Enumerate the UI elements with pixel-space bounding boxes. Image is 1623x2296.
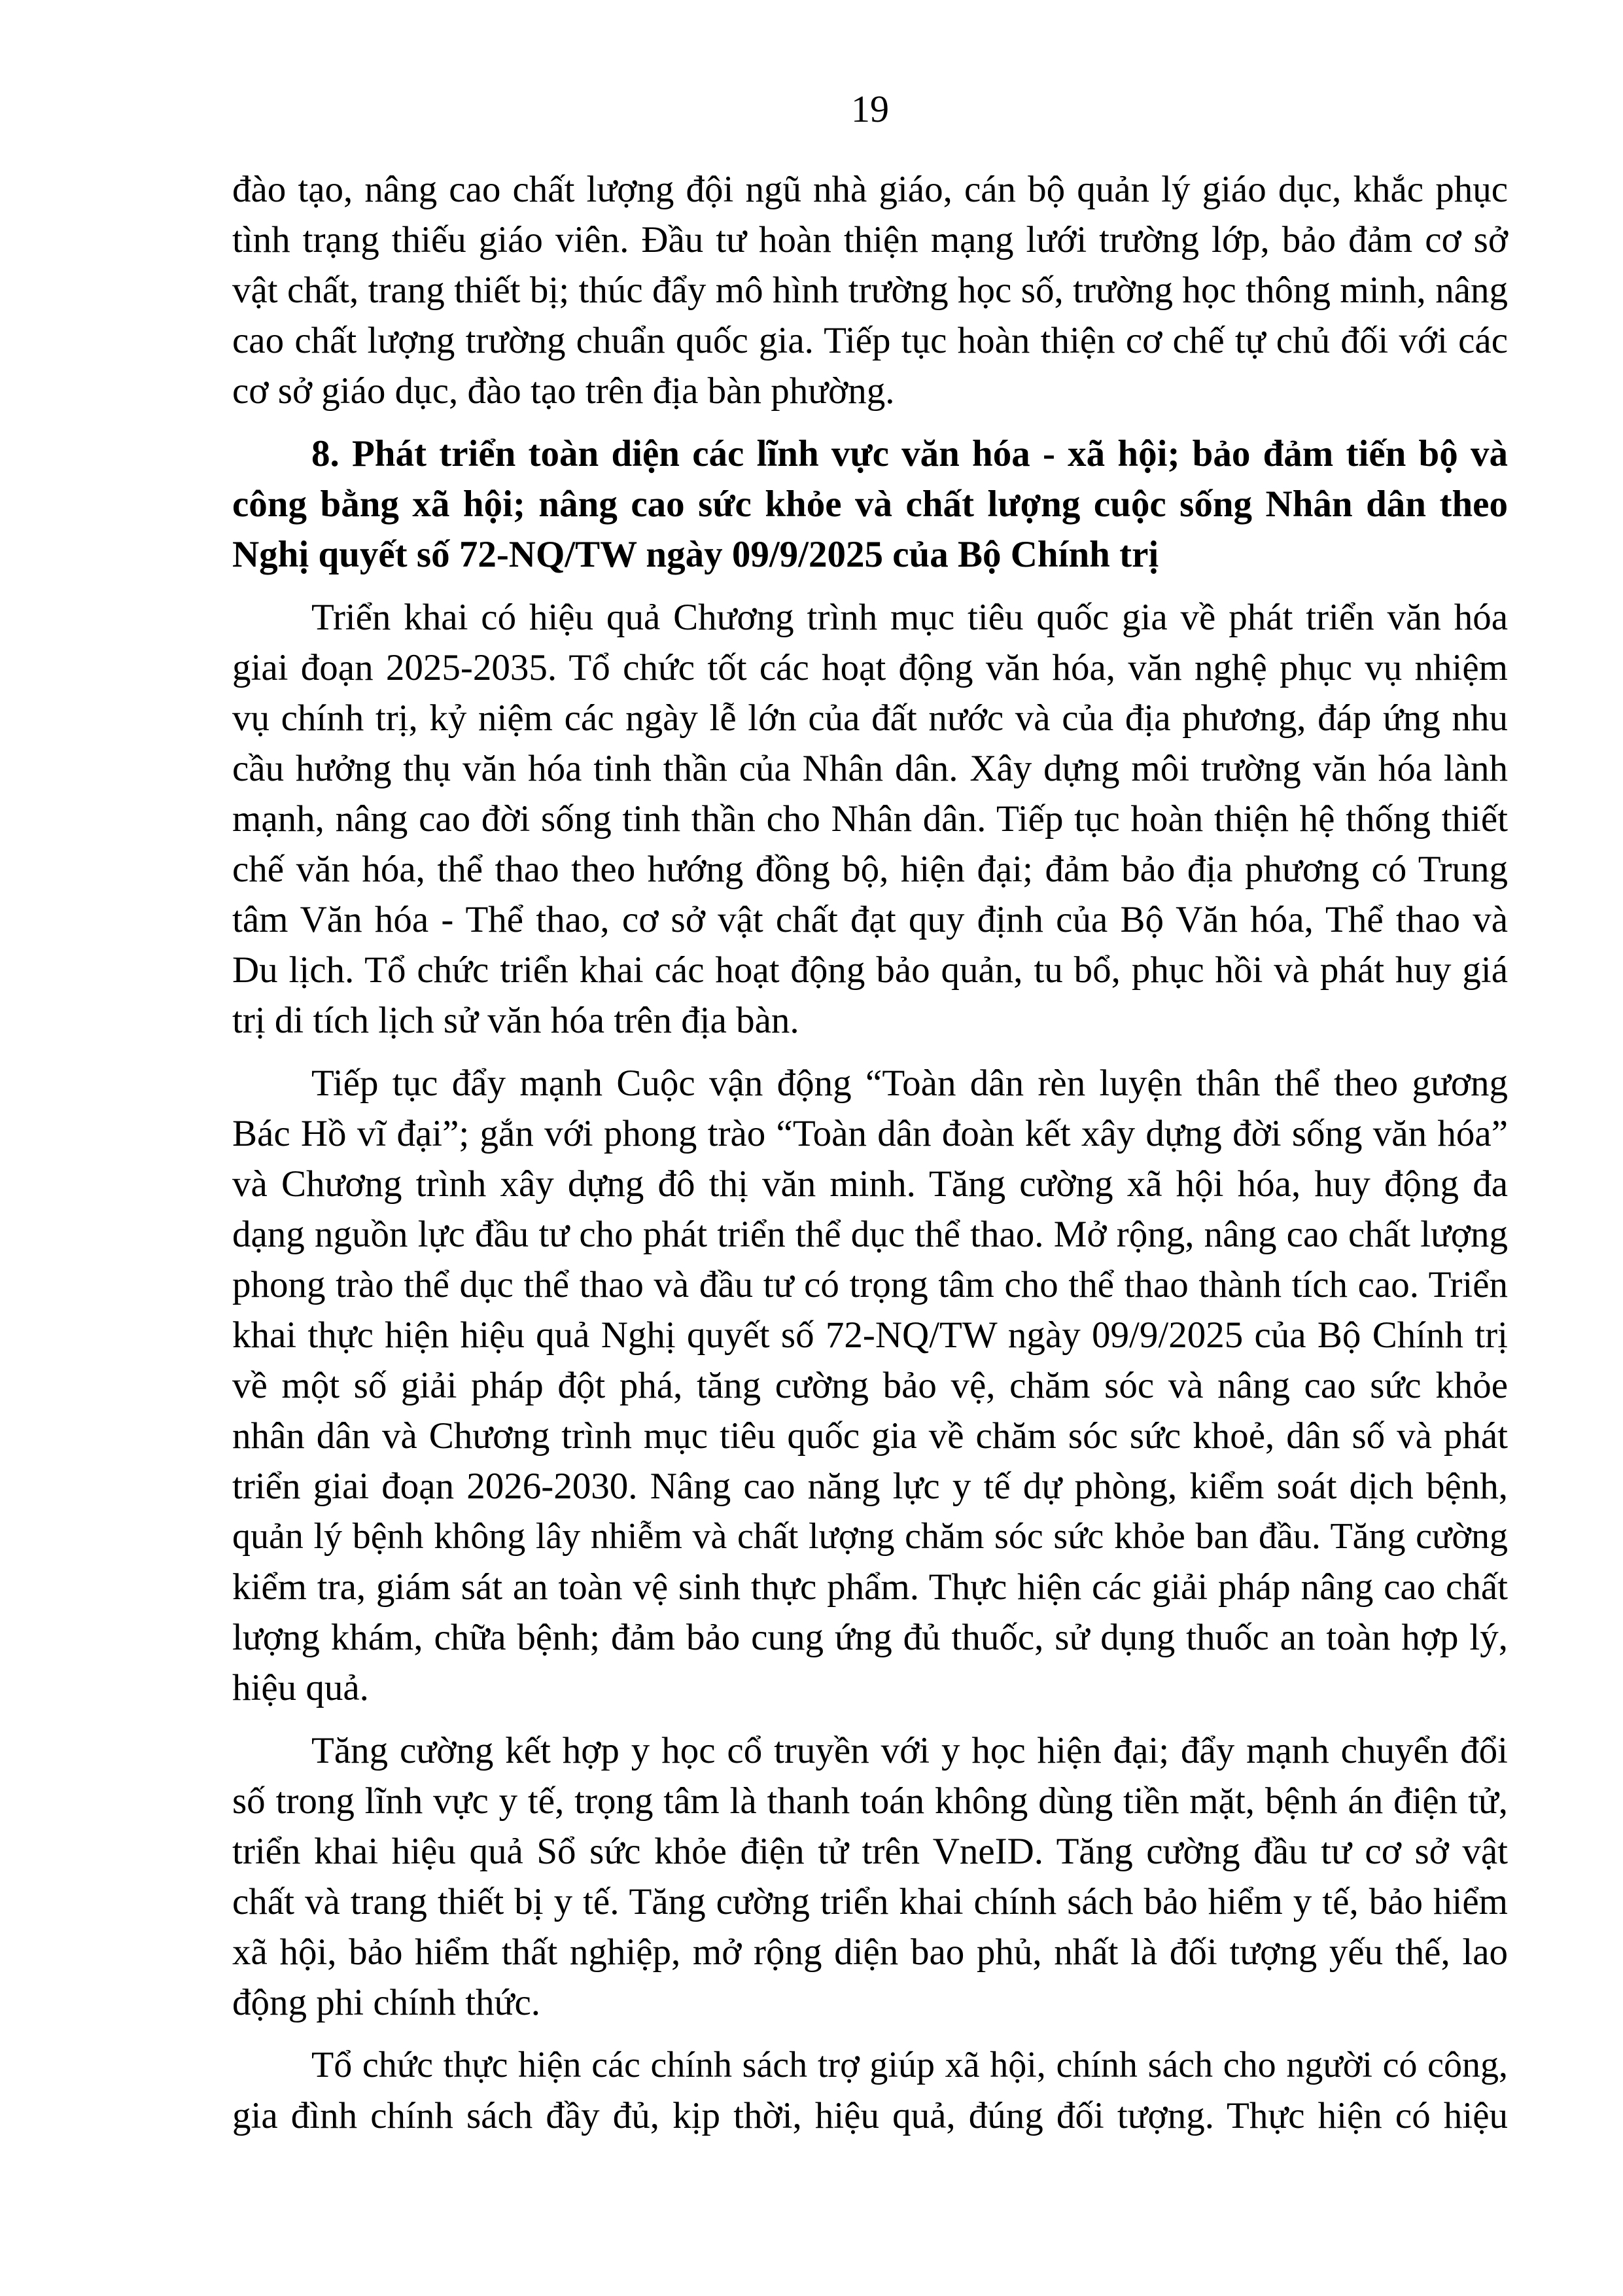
text-line: chế văn hóa, thể thao theo hướng đồng bộ, hiện đại; đảm bảo địa phương có Trung bbox=[232, 849, 1508, 890]
text-line: triển khai hiệu quả Sổ sức khỏe điện tử trên VneID. Tăng cường đầu tư cơ sở vật bbox=[232, 1831, 1508, 1872]
text-line: gia đình chính sách đầy đủ, kịp thời, hiệu quả, đúng đối tượng. Thực hiện có hiệu bbox=[232, 2095, 1508, 2136]
text-line: cao chất lượng trường chuẩn quốc gia. Tiếp tục hoàn thiện cơ chế tự chủ đối với các bbox=[232, 320, 1508, 361]
text-line: tình trạng thiếu giáo viên. Đầu tư hoàn thiện mạng lưới trường lớp, bảo đảm cơ sở bbox=[232, 219, 1508, 260]
text-line: đào tạo, nâng cao chất lượng đội ngũ nhà giáo, cán bộ quản lý giáo dục, khắc phục bbox=[232, 169, 1508, 210]
section-heading-paragraph bbox=[232, 429, 1508, 580]
text-line: nhân dân và Chương trình mục tiêu quốc gia về chăm sóc sức khoẻ, dân số và phát bbox=[232, 1415, 1508, 1457]
text-line: vật chất, trang thiết bị; thúc đẩy mô hình trường học số, trường học thông minh, nâng bbox=[232, 270, 1508, 311]
paragraph bbox=[232, 1725, 1508, 2028]
text-line: triển giai đoạn 2026-2030. Nâng cao năng lực y tế dự phòng, kiểm soát dịch bệnh, bbox=[232, 1466, 1508, 1507]
text-line: Tiếp tục đẩy mạnh Cuộc vận động “Toàn dân rèn luyện thân thể theo gương bbox=[311, 1063, 1508, 1104]
text-line: Du lịch. Tổ chức triển khai các hoạt động bảo quản, tu bổ, phục hồi và phát huy giá bbox=[232, 949, 1508, 991]
text-line: cầu hưởng thụ văn hóa tinh thần của Nhân dân. Xây dựng môi trường văn hóa lành bbox=[232, 748, 1508, 789]
text-line: cơ sở giáo dục, đào tạo trên địa bàn phường. bbox=[232, 370, 895, 412]
text-line: công bằng xã hội; nâng cao sức khỏe và chất lượng cuộc sống Nhân dân theo bbox=[232, 484, 1508, 525]
document-body bbox=[232, 164, 1508, 2141]
text-line: vụ chính trị, kỷ niệm các ngày lễ lớn của đất nước và của địa phương, đáp ứng nhu bbox=[232, 698, 1508, 739]
text-line: động phi chính thức. bbox=[232, 1982, 541, 2023]
text-line: về một số giải pháp đột phá, tăng cường bảo vệ, chăm sóc và nâng cao sức khỏe bbox=[232, 1365, 1508, 1406]
text-line: hiệu quả. bbox=[232, 1667, 369, 1708]
text-line: Tăng cường kết hợp y học cổ truyền với y học hiện đại; đẩy mạnh chuyển đổi bbox=[311, 1730, 1508, 1771]
text-line: khai thực hiện hiệu quả Nghị quyết số 72-NQ/TW ngày 09/9/2025 của Bộ Chính trị bbox=[232, 1315, 1508, 1356]
paragraph bbox=[232, 2040, 1508, 2141]
text-line: số trong lĩnh vực y tế, trọng tâm là thanh toán không dùng tiền mặt, bệnh án điện tử, bbox=[232, 1780, 1508, 1822]
text-line: Nghị quyết số 72-NQ/TW ngày 09/9/2025 của Bộ Chính trị bbox=[232, 534, 1159, 575]
text-line: và Chương trình xây dựng đô thị văn minh. Tăng cường xã hội hóa, huy động đa bbox=[232, 1163, 1508, 1205]
text-line: mạnh, nâng cao đời sống tinh thần cho Nhân dân. Tiếp tục hoàn thiện hệ thống thiết bbox=[232, 798, 1508, 839]
text-line: kiểm tra, giám sát an toàn vệ sinh thực phẩm. Thực hiện các giải pháp nâng cao chất bbox=[232, 1566, 1508, 1608]
paragraph bbox=[232, 1058, 1508, 1713]
text-line: Tổ chức thực hiện các chính sách trợ giúp xã hội, chính sách cho người có công, bbox=[311, 2045, 1508, 2085]
text-line: 8. Phát triển toàn diện các lĩnh vực văn hóa - xã hội; bảo đảm tiến bộ và bbox=[311, 433, 1508, 474]
paragraph bbox=[232, 592, 1508, 1046]
text-line: Bác Hồ vĩ đại”; gắn với phong trào “Toàn dân đoàn kết xây dựng đời sống văn hóa” bbox=[232, 1113, 1508, 1154]
text-line: Triển khai có hiệu quả Chương trình mục tiêu quốc gia về phát triển văn hóa bbox=[311, 597, 1508, 638]
text-line: tâm Văn hóa - Thể thao, cơ sở vật chất đạt quy định của Bộ Văn hóa, Thể thao và bbox=[232, 899, 1508, 940]
text-line: lượng khám, chữa bệnh; đảm bảo cung ứng đủ thuốc, sử dụng thuốc an toàn hợp lý, bbox=[232, 1617, 1508, 1658]
paragraph bbox=[232, 164, 1508, 416]
text-line: quản lý bệnh không lây nhiễm và chất lượng chăm sóc sức khỏe ban đầu. Tăng cường bbox=[232, 1516, 1508, 1557]
text-line: dạng nguồn lực đầu tư cho phát triển thể dục thể thao. Mở rộng, nâng cao chất lượng bbox=[232, 1214, 1508, 1255]
text-line: trị di tích lịch sử văn hóa trên địa bàn. bbox=[232, 1000, 799, 1041]
page-number: 19 bbox=[851, 88, 889, 130]
text-line: phong trào thể dục thể thao và đầu tư có trọng tâm cho thể thao thành tích cao. Triển bbox=[232, 1264, 1508, 1305]
text-line: xã hội, bảo hiểm thất nghiệp, mở rộng diện bao phủ, nhất là đối tượng yếu thế, lao bbox=[232, 1932, 1508, 1973]
text-line: giai đoạn 2025-2035. Tổ chức tốt các hoạt động văn hóa, văn nghệ phục vụ nhiệm bbox=[232, 647, 1508, 688]
text-line: chất và trang thiết bị y tế. Tăng cường triển khai chính sách bảo hiểm y tế, bảo hiểm bbox=[232, 1881, 1508, 1922]
